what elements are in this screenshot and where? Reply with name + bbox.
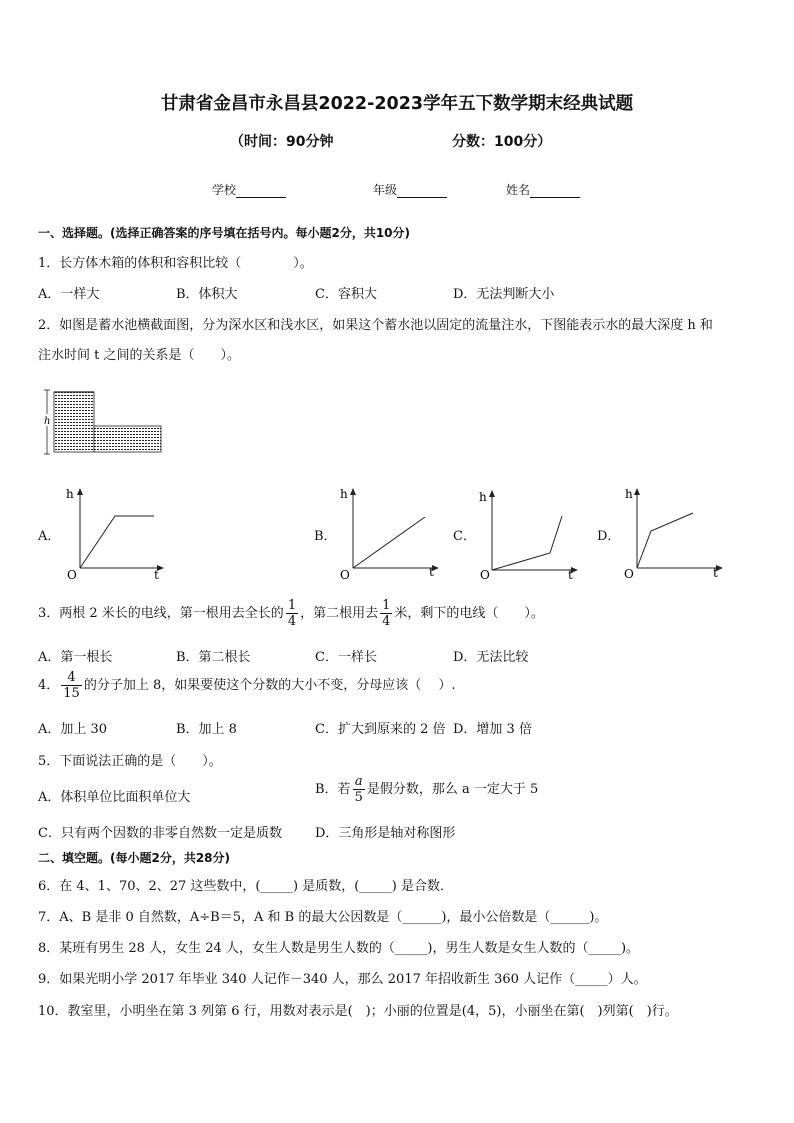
grade-blank[interactable] bbox=[397, 185, 447, 198]
time-label: （时间：90分钟 bbox=[230, 134, 334, 150]
school-field: 学校 bbox=[212, 181, 286, 198]
graph-a[interactable] bbox=[60, 483, 172, 583]
graph-d-h-label: h bbox=[625, 487, 633, 501]
graph-d-t-label: t bbox=[713, 566, 718, 580]
q3-text-3: 米，剩下的电线（ ）。 bbox=[394, 606, 544, 621]
section-heading: 一、选择题。(选择正确答案的序号填在括号内。每小题2分，共10分) bbox=[38, 226, 411, 240]
graph-c[interactable] bbox=[472, 483, 584, 583]
graph-a-t-label: t bbox=[154, 568, 159, 582]
question-2-line2: 注水时间 t 之间的关系是（ ）。 bbox=[38, 348, 240, 363]
q5-option-c[interactable]: C．只有两个因数的非零自然数一定是质数 bbox=[38, 826, 282, 841]
exam-title: 甘肃省金昌市永昌县2022-2023学年五下数学期末经典试题 bbox=[160, 94, 634, 114]
question-4 bbox=[38, 670, 456, 701]
q3-text-1: 3．两根 2 米长的电线，第一根用去全长的 bbox=[38, 606, 284, 621]
section-heading: 二、填空题。(每小题2分，共28分) bbox=[38, 851, 231, 865]
question-2-line1: 2．如图是蓄水池横截面图，分为深水区和浅水区，如果这个蓄水池以固定的流量注水，下图能表示水的最大深度 h 和 bbox=[38, 318, 713, 333]
q1-option-a[interactable]: A．一样大 bbox=[38, 287, 100, 302]
q3-option-a[interactable]: A．第一根长 bbox=[38, 650, 113, 665]
graph-a-origin: O bbox=[67, 568, 77, 582]
q3-option-b[interactable]: B．第二根长 bbox=[176, 650, 251, 665]
name-field: 姓名 bbox=[506, 181, 580, 198]
question-3 bbox=[38, 598, 544, 629]
q4-text-2: 的分子加上 8，如果要使这个分数的大小不变，分母应该（ ）. bbox=[83, 678, 456, 693]
q4-text-1: 4． bbox=[38, 678, 60, 693]
q3-fraction-1: $\frac{1}{4}$ bbox=[287, 598, 297, 629]
question-6: 6．在 4、1、70、2、27 这些数中，(_____) 是质数，(_____) 是合数． bbox=[38, 879, 453, 894]
graph-b-origin: O bbox=[340, 568, 350, 582]
graph-b[interactable] bbox=[333, 483, 445, 583]
question-10: 10．教室里，小明坐在第 3 列第 6 行，用数对表示是( )；小丽的位置是(4，5)，小丽坐在第( )列第( )行。 bbox=[38, 1004, 678, 1019]
graph-c-letter[interactable]: C． bbox=[453, 529, 476, 544]
graph-c-t-label: t bbox=[568, 568, 573, 582]
question-8: 8．某班有男生 28 人，女生 24 人，女生人数是男生人数的（_____)，男生人数是女生人数的（_____)。 bbox=[38, 941, 640, 956]
q4-option-a[interactable]: A．加上 30 bbox=[38, 722, 108, 737]
figure-h-label: h bbox=[44, 416, 51, 427]
pool-cross-section-figure bbox=[40, 386, 164, 458]
graph-c-origin: O bbox=[480, 568, 490, 582]
q3-fraction-2: $\frac{1}{4}$ bbox=[382, 598, 391, 629]
q3-option-c[interactable]: C．一样长 bbox=[315, 650, 377, 665]
q4-option-b[interactable]: B．加上 8 bbox=[176, 722, 237, 737]
graph-a-letter[interactable]: A． bbox=[38, 529, 61, 544]
q5-option-b[interactable]: B．若 $\frac{a}{5}$ 是假分数，那么 a 一定大于 5 bbox=[315, 774, 539, 805]
q1-option-b[interactable]: B．体积大 bbox=[176, 287, 238, 302]
score-label: 分数：100分） bbox=[452, 134, 552, 150]
q5-fraction: $\frac{a}{5}$ bbox=[354, 774, 363, 805]
question-1: 1．长方体木箱的体积和容积比较（ ）。 bbox=[38, 256, 313, 271]
graph-b-letter[interactable]: B． bbox=[314, 529, 337, 544]
grade-field: 年级 bbox=[373, 181, 447, 198]
q1-option-c[interactable]: C．容积大 bbox=[315, 287, 377, 302]
question-5: 5．下面说法正确的是（ ）。 bbox=[38, 754, 222, 769]
name-blank[interactable] bbox=[530, 185, 580, 198]
graph-b-t-label: t bbox=[429, 565, 434, 579]
question-9: 9．如果光明小学 2017 年毕业 340 人记作－340 人，那么 2017 年招收新生 360 人记作（_____）人。 bbox=[38, 972, 647, 987]
q1-option-d[interactable]: D．无法判断大小 bbox=[453, 287, 555, 302]
graph-c-h-label: h bbox=[479, 490, 487, 504]
q4-fraction: $\frac{4}{15}$ bbox=[63, 670, 80, 701]
graph-d[interactable] bbox=[617, 483, 729, 583]
q4-option-c[interactable]: C．扩大到原来的 2 倍 bbox=[315, 722, 446, 737]
graph-d-letter[interactable]: D． bbox=[597, 529, 621, 544]
q3-option-d[interactable]: D．无法比较 bbox=[453, 650, 529, 665]
school-blank[interactable] bbox=[236, 185, 286, 198]
graph-b-h-label: h bbox=[340, 487, 348, 501]
graph-a-h-label: h bbox=[66, 487, 74, 501]
graph-d-origin: O bbox=[624, 567, 634, 581]
q4-option-d[interactable]: D．增加 3 倍 bbox=[453, 722, 532, 737]
q5-option-d[interactable]: D．三角形是轴对称图形 bbox=[315, 826, 456, 841]
question-7: 7．A、B 是非 0 自然数，A÷B＝5，A 和 B 的最大公因数是（______)，最小公倍数是（______)。 bbox=[38, 910, 608, 925]
q5-option-a[interactable]: A．体积单位比面积单位大 bbox=[38, 790, 191, 805]
q3-text-2: ，第二根用去 bbox=[300, 606, 379, 621]
